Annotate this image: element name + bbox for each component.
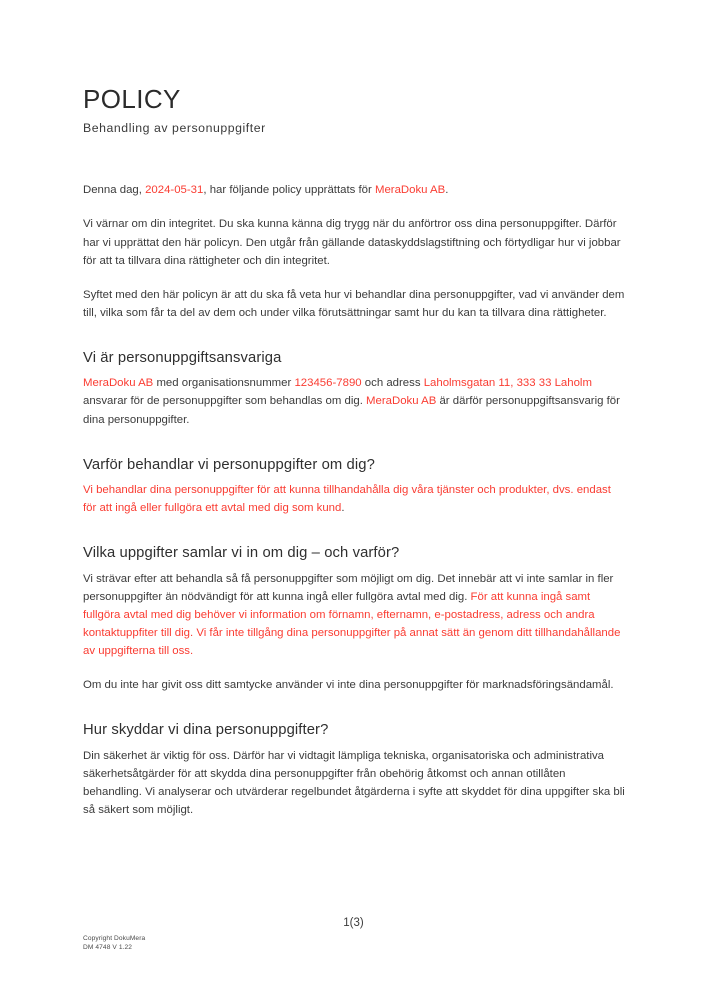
company-address: Laholmsgatan 11, 333 33 Laholm (423, 377, 592, 390)
highlighted-text: Vi behandlar dina personuppgifter för att kunna tillhandahålla dig våra tjänster och produkter, dvs. endast för att ingå eller fullgöra ett avtal med dig som kund (83, 484, 611, 515)
section-heading: Hur skyddar vi dina personuppgifter? (83, 722, 329, 739)
intro-paragraph-2: Syftet med den här policyn är att du ska få veta hur vi behandlar dina personuppgifter, vad vi använder dem till, vilka som får ta del av dem och under vilka förutsättningar samt hur du kan ta tillvara dina rättigheter. (83, 288, 625, 319)
document-content (83, 0, 625, 819)
company-name: MeraDoku AB (374, 184, 446, 197)
footer (83, 934, 145, 952)
footer-copyright: Copyright DokuMera (83, 935, 146, 942)
company-name: MeraDoku AB (83, 377, 154, 390)
body-text: Vi strävar efter att behandla så få personuppgifter som möjligt om dig. Det innebär att vi inte samlar in fler personuppgifter än nödvändigt för att kunna ingå eller fullgöra avtal med dig. (83, 572, 614, 603)
section-heading: Varför behandlar vi personuppgifter om dig? (83, 456, 375, 473)
page-subtitle: Behandling av personuppgifter (83, 120, 266, 135)
section-body-paragraph-2: Om du inte har givit oss ditt samtycke använder vi inte dina personuppgifter för marknadsföringsändamål. (83, 679, 614, 692)
intro-text-after-date: , har följande policy upprättats för (203, 184, 375, 197)
section-heading: Vi är personuppgiftsansvariga (83, 349, 282, 366)
section-personuppgiftsansvariga (83, 349, 625, 429)
policy-date: 2024-05-31 (145, 184, 204, 197)
body-text: . (341, 502, 345, 515)
highlighted-text: För att kunna ingå samt fullgöra avtal med dig behöver vi information om förnamn, efternamn, e-postadress, adress och andra kontaktuppfiter till dig. Vi får inte tillgång dina personuppgifter på annat sätt än genom ditt tillhandahållande av uppgifterna till oss. (83, 590, 621, 658)
intro-paragraph-1: Vi värnar om din integritet. Du ska kunna känna dig trygg när du anförtror oss dina personuppgifter. Därför har vi upprättat den här policyn. Den utgår från gällande dataskyddslagstiftning och förtydligar hur vi jobbar för att ta tillvara dina rättigheter och din integritet. (83, 218, 621, 267)
section-body: Din säkerhet är viktig för oss. Därför har vi vidtagit lämpliga tekniska, organisatoriska och administrativa säkerhetsåtgärder för att skydda dina personuppgifter från obehörig åtkomst och annan otillåten behandling. Vi analyserar och utvärderar regelbundet åtgärderna i syfte att skyddet för dina uppgifter ska bli så säkert som möjligt. (83, 749, 625, 817)
body-text: är därför personuppgiftsansvarig för dina personuppgifter. (83, 395, 620, 426)
intro-text-before-date: Denna dag, (83, 184, 146, 197)
section-body (83, 481, 625, 517)
intro-date-line (83, 181, 625, 199)
intro-text-end: . (445, 184, 449, 197)
page-number: 1(3) (343, 917, 364, 929)
section-heading: Vilka uppgifter samlar vi in om dig – och varför? (83, 545, 400, 562)
body-text: ansvarar för de personuppgifter som behandlas om dig. (83, 395, 367, 408)
body-text: och adress (361, 377, 424, 390)
body-text: med organisationsnummer (153, 377, 295, 390)
section-hur-skyddar (83, 721, 625, 819)
section-vilka-uppgifter (83, 544, 625, 694)
section-body (83, 570, 625, 660)
footer-document-id: DM 4748 V 1.22 (83, 944, 133, 952)
page-title: POLICY (83, 84, 181, 114)
section-body (83, 374, 625, 428)
section-varfor-behandlar (83, 456, 625, 518)
company-name: MeraDoku AB (366, 395, 437, 408)
organisation-number: 123456-7890 (294, 377, 362, 390)
